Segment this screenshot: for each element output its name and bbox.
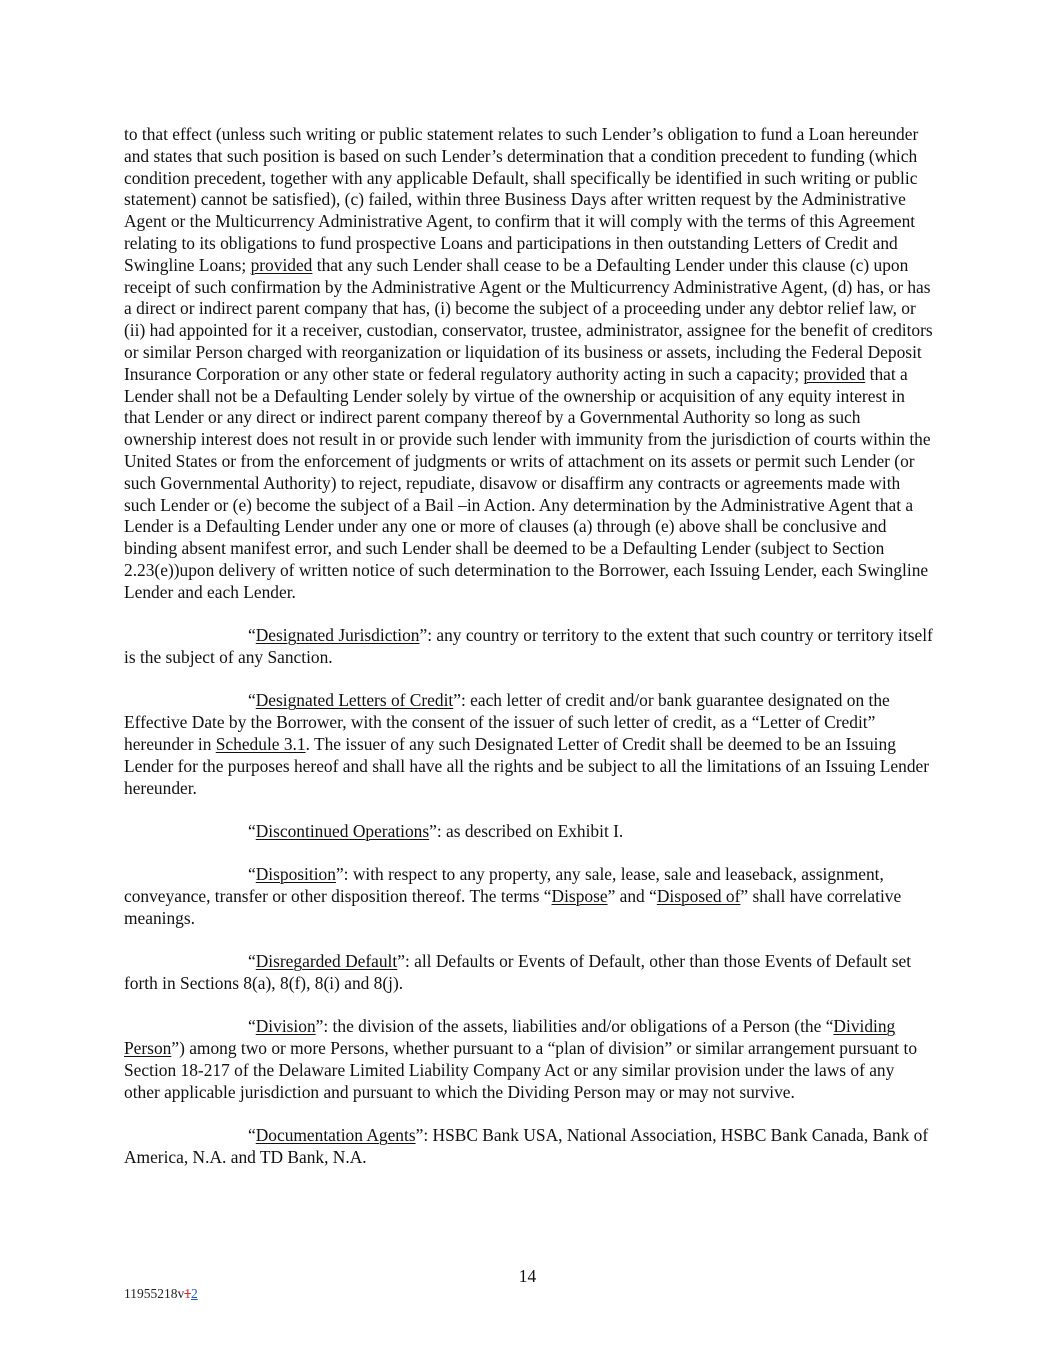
open-quote: “: [248, 1016, 256, 1037]
open-quote: “: [248, 1125, 256, 1146]
definition-discontinued-operations: [124, 821, 934, 843]
definition-designated-jurisdiction: [124, 625, 934, 669]
text-run: that any such Lender shall cease to be a Defaulting Lender under this clause (c) upon receipt of such confirmation by the Administrative Agent or the Multicurrency Administrative Agent, (d) has, or has a direct or indirect parent company that has, (i) become the subject of a proceeding under any debtor relief law, or (ii) had appointed for it a receiver, custodian, conservator, trustee, administrator, assignee for the benefit of creditors or similar Person charged with reorganization or liquidation of its business or assets, including the Federal Deposit Insurance Corporation or any other state or federal regulatory authority acting in such a capacity;: [124, 254, 933, 384]
definition-body: ”: each letter of credit and/or bank guarantee designated on the Effective Date by the Borrower, with the consent of the issuer of such letter of credit, as a “Letter of Credit” hereunder in: [124, 690, 890, 754]
definition-disregarded-default: [124, 951, 934, 995]
definition-body: ”: any country or territory to the extent that such country or territory itself is the subject of any Sanction.: [124, 625, 933, 667]
document-id-base: 11955218v: [124, 1286, 185, 1301]
defaulting-lender-continuation: [124, 124, 934, 604]
definition-documentation-agents: [124, 1125, 934, 1169]
deleted-version: 1: [184, 1286, 191, 1301]
text-run: to that effect (unless such writing or public statement relates to such Lender’s obligation to fund a Loan hereunder and states that such position is based on such Lender’s determination that a condition precedent to funding (which condition precedent, together with any applicable Default, shall specifically be identified in such writing or public statement) cannot be satisfied), (c) failed, within three Business Days after written request by the Administrative Agent or the Multicurrency Administrative Agent, to confirm that it will comply with the terms of this Agreement relating to its obligations to fund prospective Loans and participations in then outstanding Letters of Credit and Swingline Loans;: [124, 124, 919, 275]
definition-body: . The issuer of any such Designated Letter of Credit shall be deemed to be an Issuing Lender for the purposes hereof and shall have all the rights and be subject to all the limitations of an Issuing Lender hereunder.: [124, 733, 930, 798]
definition-designated-letters-of-credit: [124, 690, 934, 799]
inserted-version: 2: [191, 1286, 198, 1301]
underlined-term: provided: [250, 254, 313, 275]
definition-body: ”: the division of the assets, liabilities and/or obligations of a Person (the “: [315, 1016, 834, 1037]
definition-body: ”: HSBC Bank USA, National Association, HSBC Bank Canada, Bank of America, N.A. and TD Bank, N.A.: [124, 1125, 929, 1168]
defined-term: Disposition: [255, 864, 336, 885]
definition-division: [124, 1016, 934, 1103]
defined-term: Division: [255, 1016, 316, 1037]
definition-body: ”: as described on Exhibit I.: [429, 820, 624, 841]
open-quote: “: [248, 864, 256, 885]
defined-term: Disregarded Default: [255, 951, 398, 972]
defined-term: Documentation Agents: [255, 1125, 416, 1146]
definition-body: ” shall have correlative meanings.: [124, 886, 902, 928]
defined-term: Designated Letters of Credit: [255, 690, 454, 711]
underlined-term: provided: [803, 363, 866, 384]
open-quote: “: [248, 690, 256, 711]
open-quote: “: [248, 625, 256, 646]
definition-body: ”) among two or more Persons, whether pursuant to a “plan of division” or similar arrangement pursuant to Section 18-217 of the Delaware Limited Liability Company Act or any similar provision under the laws of any other applicable jurisdiction and pursuant to which the Dividing Person may or may not survive.: [124, 1038, 918, 1102]
open-quote: “: [248, 820, 256, 841]
defined-term: Discontinued Operations: [255, 820, 430, 841]
defined-term: Dividing Person: [124, 1016, 896, 1059]
definition-disposition: [124, 864, 934, 929]
text-run: that a Lender shall not be a Defaulting Lender solely by virtue of the ownership or acquisition of any equity interest in that Lender or any direct or indirect parent company thereof by a Governmental Authority so long as such ownership interest does not result in or provide such lender with immunity from the jurisdiction of courts within the United States or from the enforcement of judgments or writs of attachment on its assets or permit such Lender (or such Governmental Authority) to reject, repudiate, disavow or disaffirm any contracts or agreements made with such Lender or (e) become the subject of a Bail –in Action. Any determination by the Administrative Agent that a Lender is a Defaulting Lender under any one or more of clauses (a) through (e) above shall be conclusive and binding absent manifest error, and such Lender shall be deemed to be a Defaulting Lender (subject to Section 2.23(e))upon delivery of written notice of such determination to the Borrower, each Issuing Lender, each Swingline Lender and each Lender.: [124, 363, 931, 602]
definition-body: ”: all Defaults or Events of Default, other than those Events of Default set forth in Sections 8(a), 8(f), 8(i) and 8(j).: [124, 951, 912, 994]
defined-term: Dispose: [551, 886, 608, 907]
defined-term: Designated Jurisdiction: [255, 625, 420, 646]
document-id: [124, 1286, 198, 1302]
defined-term: Disposed of: [656, 886, 741, 907]
open-quote: “: [248, 951, 256, 972]
schedule-reference: Schedule 3.1: [215, 733, 306, 754]
definition-body: ” and “: [607, 886, 657, 907]
document-page: [124, 124, 934, 1190]
definition-body: ”: with respect to any property, any sale, lease, sale and leaseback, assignment, conveyance, transfer or other disposition thereof. The terms “: [124, 864, 884, 907]
page-number: 14: [518, 1266, 537, 1286]
